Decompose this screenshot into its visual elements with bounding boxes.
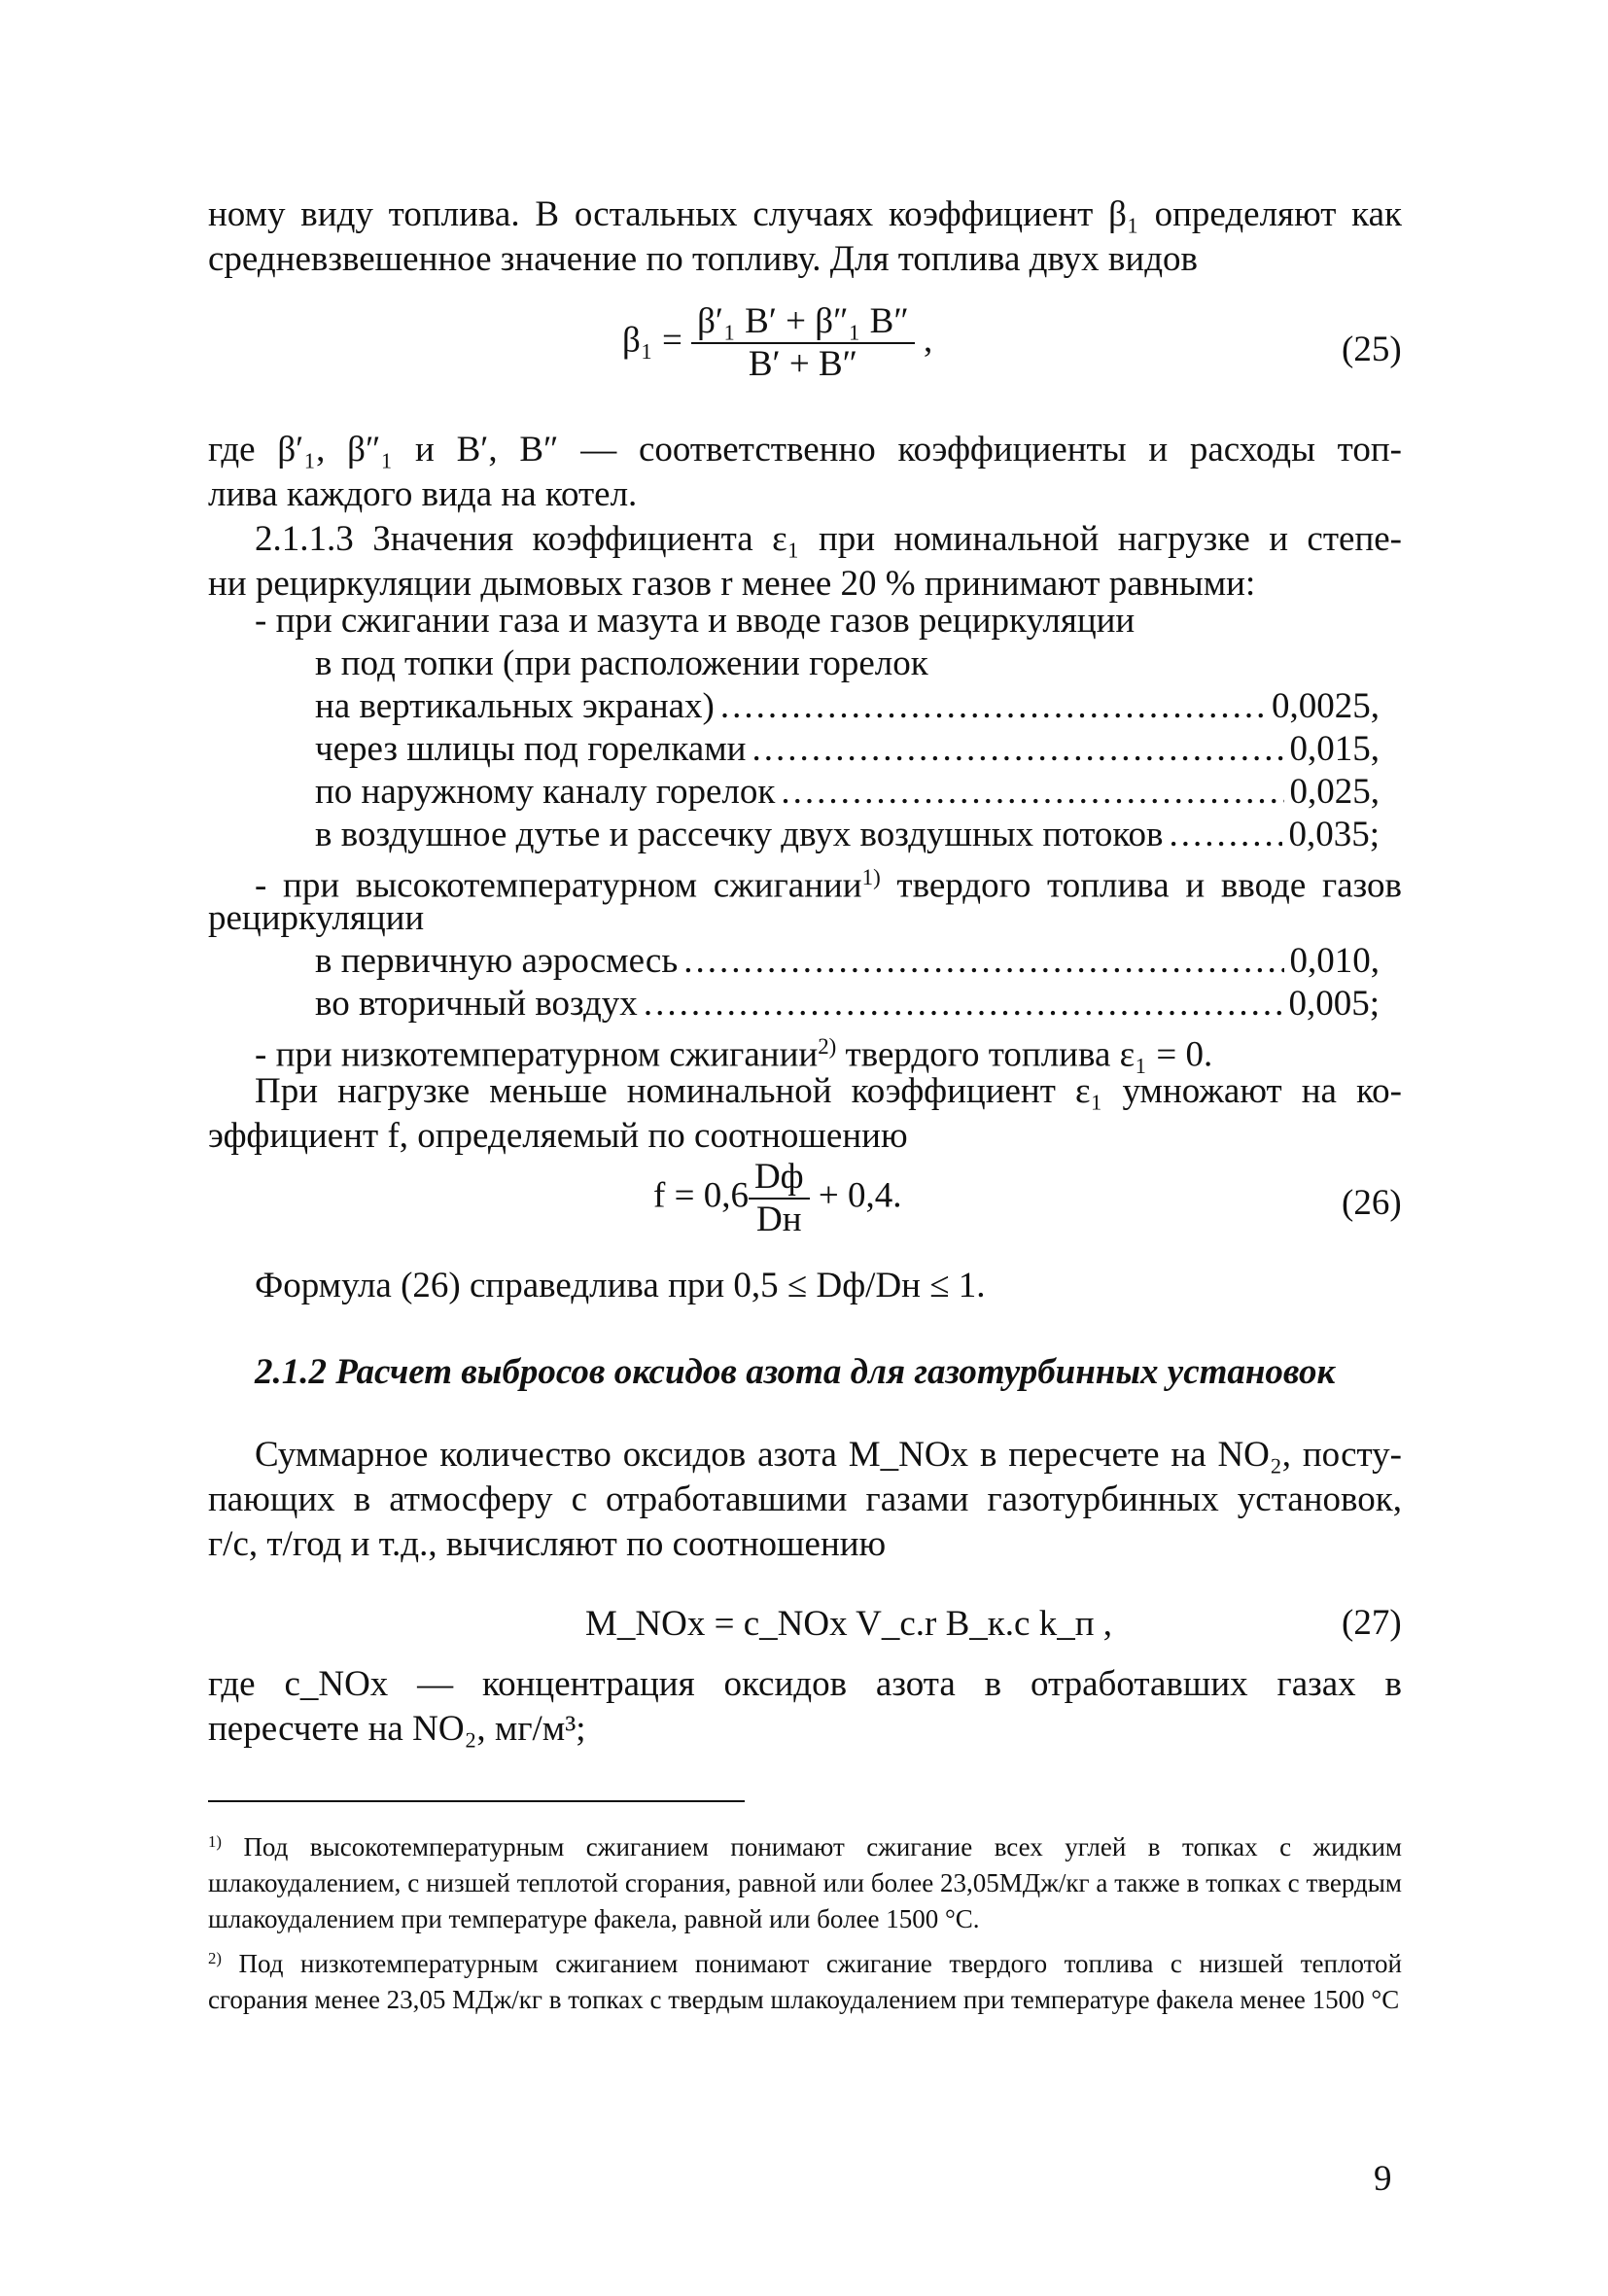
list-label: во вторичный воздух (315, 984, 638, 1024)
list-label: в первичную аэросмесь (315, 941, 679, 981)
footnote-1 (208, 1824, 1402, 1937)
text-line: При нагрузке меньше номинальной коэффициент ε₁ умножают на ко- (255, 1071, 1402, 1111)
text-fragment: - при низкотемпературном сжигании (255, 1034, 819, 1075)
footnote-divider (208, 1800, 745, 1802)
text-line: где β′₁, β″₁ и B′, B″ — соответственно коэффициенты и расходы топ- (208, 430, 1402, 470)
list-value: 0,015, (1289, 729, 1380, 769)
eq-numerator: Dф (749, 1157, 810, 1200)
list-value: 0,035; (1288, 815, 1380, 854)
text-line: Суммарное количество оксидов азота M_NOx в пересчете на NO₂, посту- (255, 1435, 1402, 1475)
text-line: где c_NOx — концентрация оксидов азота в отработавших газах в (208, 1664, 1402, 1704)
equation-25 (622, 301, 932, 385)
equation-27: M_NOx = c_NOx V_c.r B_к.с k_п , (585, 1604, 1112, 1644)
text-fragment: твердого топлива и вводе газов (880, 865, 1402, 906)
text-line (255, 855, 1402, 909)
list-value: 0,010, (1289, 941, 1380, 981)
eq-tail: , (924, 320, 933, 361)
text-line: ному виду топлива. В остальных случаях коэффициент β₁ определяют как (208, 194, 1402, 234)
eq-lhs: f = 0,6 (653, 1175, 749, 1216)
eq-numerator: β′₁ B′ + β″₁ B″ (691, 301, 915, 344)
list-value: 0,025, (1289, 772, 1380, 812)
equation-number: (26) (1342, 1183, 1402, 1223)
footnote-text: Под низкотемпературным сжиганием понимают сжигание твердого топлива с низшей теплотой сгорания менее 23,05 МДж/кг в топках с твердым шлакоудалением при температуре факела менее 1500 °С (208, 1949, 1402, 2015)
text-line: эффициент f, определяемый по соотношению (208, 1116, 908, 1156)
dot-leader (1169, 813, 1282, 857)
eq-lhs: β₁ = (622, 320, 682, 361)
list-item (315, 813, 1380, 857)
equation-26 (653, 1157, 902, 1240)
list-label: по наружному каналу горелок (315, 772, 776, 812)
list-item (315, 727, 1380, 772)
list-label: через шлицы под горелками (315, 729, 747, 769)
text-line: лива каждого вида на котел. (208, 474, 638, 514)
footnote-marker: 1) (208, 1832, 222, 1851)
eq-denominator: Dн (756, 1200, 802, 1239)
dot-leader (644, 982, 1283, 1026)
list-item (315, 770, 1380, 815)
text-line: пересчете на NO₂, мг/м³; (208, 1709, 586, 1749)
text-line: средневзвешенное значение по топливу. Для топлива двух видов (208, 239, 1198, 279)
text-line: рециркуляции (208, 898, 425, 938)
footnote-text: Под высокотемпературным сжиганием понимают сжигание всех углей в топках с жидким шлакоудалением, с низшей теплотой сгорания, равной или более 23,05МДж/кг а также в топках с твердым шлакоудалением при температуре факела, равной или более 1500 °С. (208, 1832, 1403, 1934)
dot-leader (720, 684, 1266, 729)
eq-tail: + 0,4. (818, 1175, 902, 1216)
page-number: 9 (1374, 2159, 1392, 2199)
list-value: 0,0025, (1272, 686, 1380, 726)
text-fragment: - при высокотемпературном сжигании (255, 865, 862, 906)
footnote-2 (208, 1940, 1402, 2018)
footnote-ref: 2) (818, 1034, 837, 1059)
list-item (315, 939, 1380, 984)
dot-leader (683, 939, 1283, 984)
text-line: в под топки (при расположении горелок (315, 644, 928, 683)
list-label: в воздушное дутье и рассечку двух воздушных потоков (315, 815, 1164, 854)
text-line: пающих в атмосферу с отработавшими газами газотурбинных установок, (208, 1479, 1402, 1519)
text-line: - при сжигании газа и мазута и вводе газов рециркуляции (255, 601, 1136, 641)
eq-fraction (691, 301, 915, 385)
text-line: г/с, т/год и т.д., вычисляют по соотношению (208, 1524, 887, 1564)
footnote-marker: 2) (208, 1949, 222, 1967)
list-item (315, 982, 1380, 1026)
list-value: 0,005; (1288, 984, 1380, 1024)
dot-leader (752, 727, 1283, 772)
section-heading: 2.1.2 Расчет выбросов оксидов азота для газотурбинных установок (255, 1352, 1336, 1392)
text-line: Формула (26) справедлива при 0,5 ≤ Dф/Dн ≤ 1. (255, 1266, 986, 1305)
equation-number: (27) (1342, 1603, 1402, 1643)
list-label: на вертикальных экранах) (315, 686, 715, 726)
eq-denominator: B′ + B″ (748, 344, 858, 384)
text-line: 2.1.1.3 Значения коэффициента ε₁ при номинальной нагрузке и степе- (255, 519, 1402, 559)
dot-leader (781, 770, 1283, 815)
text-fragment: твердого топлива ε₁ = 0. (836, 1034, 1213, 1075)
eq-fraction (749, 1157, 810, 1240)
list-item (315, 684, 1380, 729)
equation-number: (25) (1342, 330, 1402, 369)
footnote-ref: 1) (861, 865, 881, 889)
text-line: ни рециркуляции дымовых газов r менее 20 % принимают равными: (208, 564, 1256, 604)
